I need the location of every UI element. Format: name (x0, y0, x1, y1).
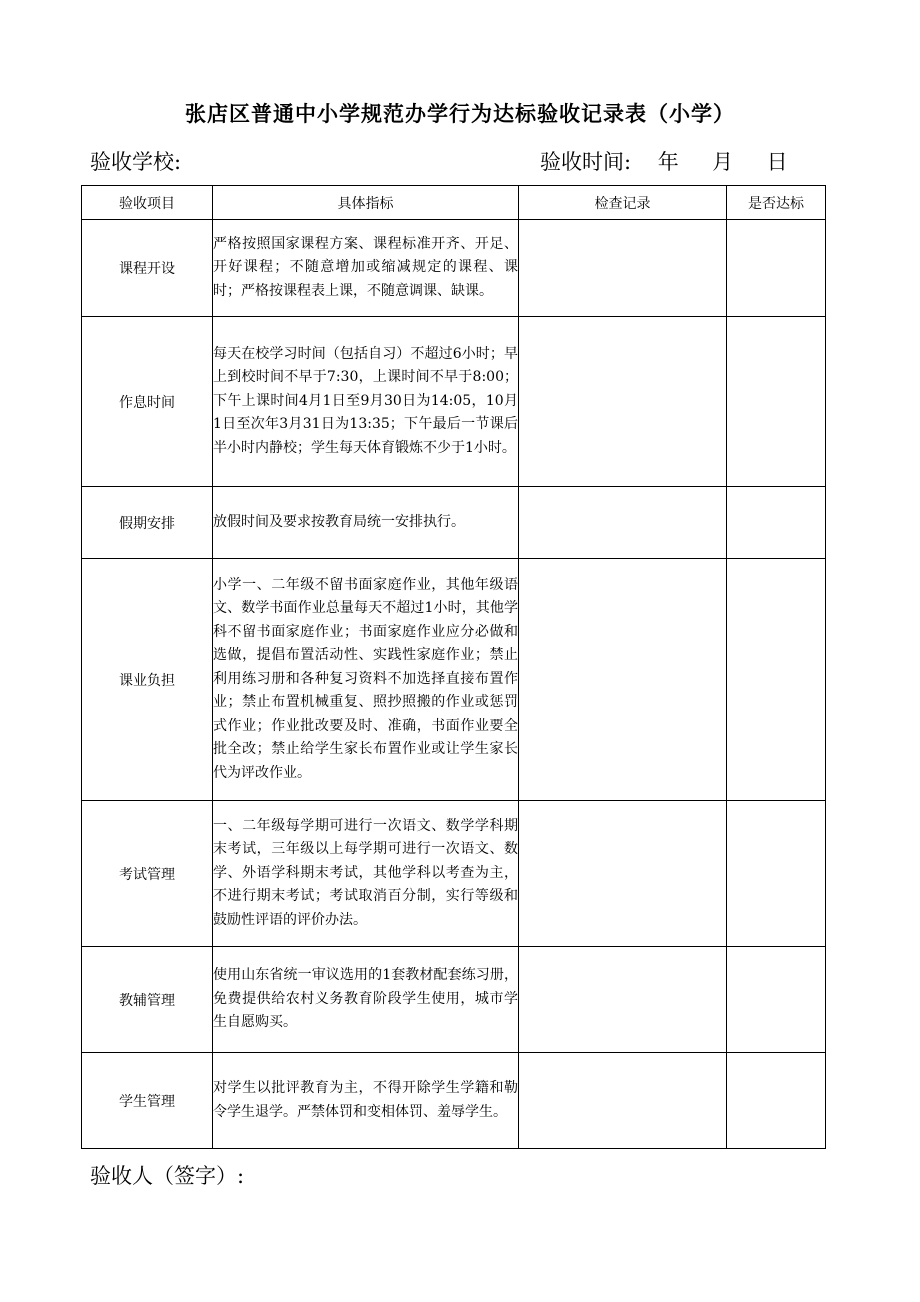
record-cell[interactable] (519, 801, 727, 947)
pass-cell[interactable] (727, 220, 826, 317)
row-item: 假期安排 (82, 487, 213, 559)
row-item: 考试管理 (82, 801, 213, 947)
header-row (82, 186, 826, 220)
header-pass: 是否达标 (727, 186, 826, 220)
row-item: 课程开设 (82, 220, 213, 317)
date-line (540, 146, 788, 176)
table-row (82, 317, 826, 487)
table-row (82, 220, 826, 317)
row-indicator: 每天在校学习时间（包括自习）不超过6小时；早上到校时间不早于7:30，上课时间不早于8:00；下午上课时间4月1日至9月30日为14:05，10月1日至次年3月31日为13:35；下午最后一节课后半小时内静校；学生每天体育锻炼不少于1小时。 (213, 317, 519, 487)
school-label: 验收学校: (90, 150, 182, 174)
signer-label: 验收人（签字）: (90, 1164, 245, 1188)
record-table (81, 185, 826, 1149)
record-cell[interactable] (519, 1053, 727, 1149)
pass-cell[interactable] (727, 487, 826, 559)
table-row (82, 559, 826, 801)
row-indicator: 放假时间及要求按教育局统一安排执行。 (213, 487, 519, 559)
pass-cell[interactable] (727, 801, 826, 947)
year-label: 年 (657, 150, 679, 174)
record-cell[interactable] (519, 317, 727, 487)
pass-cell[interactable] (727, 947, 826, 1053)
row-item: 教辅管理 (82, 947, 213, 1053)
table-row (82, 801, 826, 947)
record-cell[interactable] (519, 220, 727, 317)
pass-cell[interactable] (727, 559, 826, 801)
pass-cell[interactable] (727, 1053, 826, 1149)
record-cell[interactable] (519, 559, 727, 801)
table-row (82, 487, 826, 559)
header-item: 验收项目 (82, 186, 213, 220)
table-row (82, 947, 826, 1053)
row-item: 作息时间 (82, 317, 213, 487)
row-indicator: 对学生以批评教育为主，不得开除学生学籍和勒令学生退学。严禁体罚和变相体罚、羞辱学生。 (213, 1053, 519, 1149)
record-cell[interactable] (519, 947, 727, 1053)
row-indicator: 小学一、二年级不留书面家庭作业，其他年级语文、数学书面作业总量每天不超过1小时，其他学科不留书面家庭作业；书面家庭作业应分必做和选做，提倡布置活动性、实践性家庭作业；禁止利用练习册和各种复习资料不加选择直接布置作业；禁止布置机械重复、照抄照搬的作业或惩罚式作业；作业批改要及时、准确，书面作业要全批全改；禁止给学生家长布置作业或让学生家长代为评改作业。 (213, 559, 519, 801)
day-label: 日 (766, 150, 788, 174)
row-indicator: 使用山东省统一审议选用的1套教材配套练习册，免费提供给农村义务教育阶段学生使用，城市学生自愿购买。 (213, 947, 519, 1053)
pass-cell[interactable] (727, 317, 826, 487)
month-label: 月 (712, 150, 734, 174)
header-record: 检查记录 (519, 186, 727, 220)
date-label: 验收时间: (540, 150, 632, 174)
row-indicator: 一、二年级每学期可进行一次语文、数学学科期末考试，三年级以上每学期可进行一次语文、数学、外语学科期末考试，其他学科以考查为主，不进行期末考试；考试取消百分制，实行等级和鼓励性评语的评价办法。 (213, 801, 519, 947)
table-row (82, 1053, 826, 1149)
page-title: 张店区普通中小学规范办学行为达标验收记录表（小学） (185, 102, 735, 126)
row-item: 课业负担 (82, 559, 213, 801)
row-item: 学生管理 (82, 1053, 213, 1149)
record-cell[interactable] (519, 487, 727, 559)
row-indicator: 严格按照国家课程方案、课程标准开齐、开足、开好课程；不随意增加或缩减规定的课程、课时；严格按课程表上课，不随意调课、缺课。 (213, 220, 519, 317)
header-indicator: 具体指标 (213, 186, 519, 220)
